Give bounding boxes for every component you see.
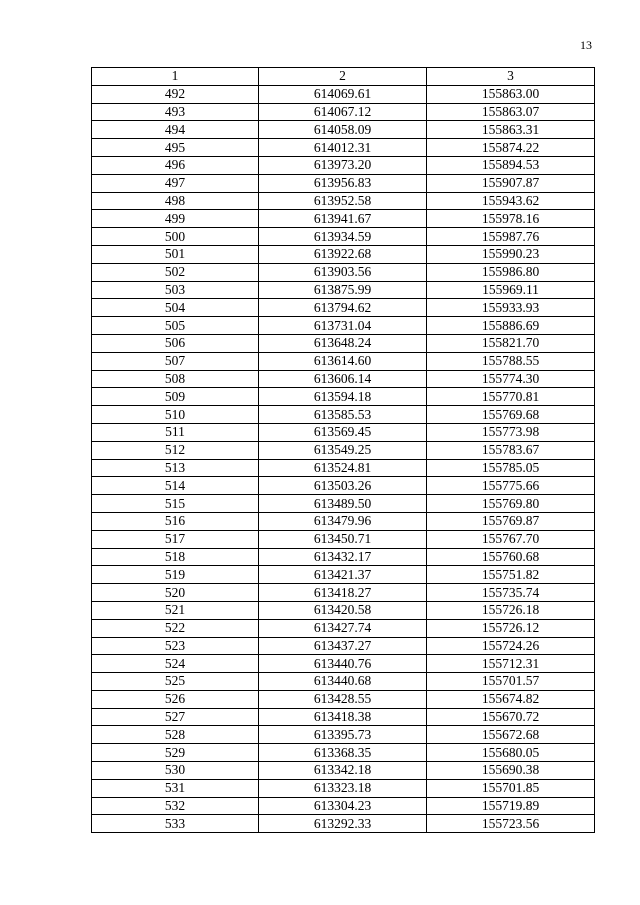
y-coordinate-cell: 155767.70 <box>427 530 595 548</box>
x-coordinate-cell: 613420.58 <box>259 601 427 619</box>
y-coordinate-cell: 155701.57 <box>427 673 595 691</box>
point-number-cell: 516 <box>92 512 259 530</box>
x-coordinate-cell: 613421.37 <box>259 566 427 584</box>
point-number-cell: 525 <box>92 673 259 691</box>
table-row <box>92 139 595 157</box>
point-number-cell: 529 <box>92 744 259 762</box>
x-coordinate-cell: 613323.18 <box>259 779 427 797</box>
x-coordinate-cell: 614058.09 <box>259 121 427 139</box>
table-row <box>92 299 595 317</box>
point-number-cell: 519 <box>92 566 259 584</box>
y-coordinate-cell: 155863.07 <box>427 103 595 121</box>
table-row <box>92 619 595 637</box>
y-coordinate-cell: 155769.80 <box>427 495 595 513</box>
y-coordinate-cell: 155894.53 <box>427 156 595 174</box>
table-row <box>92 388 595 406</box>
y-coordinate-cell: 155769.87 <box>427 512 595 530</box>
x-coordinate-cell: 613503.26 <box>259 477 427 495</box>
table-row <box>92 637 595 655</box>
header-cell-3: 3 <box>427 68 595 86</box>
point-number-cell: 532 <box>92 797 259 815</box>
header-row <box>92 68 595 86</box>
y-coordinate-cell: 155788.55 <box>427 352 595 370</box>
table-row <box>92 762 595 780</box>
table-row <box>92 708 595 726</box>
table-row <box>92 334 595 352</box>
y-coordinate-cell: 155969.11 <box>427 281 595 299</box>
point-number-cell: 513 <box>92 459 259 477</box>
point-number-cell: 518 <box>92 548 259 566</box>
point-number-cell: 509 <box>92 388 259 406</box>
x-coordinate-cell: 613432.17 <box>259 548 427 566</box>
point-number-cell: 510 <box>92 406 259 424</box>
point-number-cell: 501 <box>92 245 259 263</box>
table-row <box>92 797 595 815</box>
y-coordinate-cell: 155933.93 <box>427 299 595 317</box>
x-coordinate-cell: 614067.12 <box>259 103 427 121</box>
x-coordinate-cell: 613292.33 <box>259 815 427 833</box>
y-coordinate-cell: 155978.16 <box>427 210 595 228</box>
y-coordinate-cell: 155726.12 <box>427 619 595 637</box>
table-row <box>92 121 595 139</box>
table-row <box>92 281 595 299</box>
point-number-cell: 527 <box>92 708 259 726</box>
table-row <box>92 779 595 797</box>
y-coordinate-cell: 155775.66 <box>427 477 595 495</box>
point-number-cell: 533 <box>92 815 259 833</box>
table-row <box>92 512 595 530</box>
y-coordinate-cell: 155773.98 <box>427 423 595 441</box>
table-row <box>92 370 595 388</box>
y-coordinate-cell: 155674.82 <box>427 690 595 708</box>
table-row <box>92 210 595 228</box>
table-row <box>92 655 595 673</box>
x-coordinate-cell: 613903.56 <box>259 263 427 281</box>
table-row <box>92 245 595 263</box>
y-coordinate-cell: 155863.31 <box>427 121 595 139</box>
y-coordinate-cell: 155783.67 <box>427 441 595 459</box>
header-cell-2: 2 <box>259 68 427 86</box>
point-number-cell: 506 <box>92 334 259 352</box>
y-coordinate-cell: 155863.00 <box>427 85 595 103</box>
table-row <box>92 317 595 335</box>
x-coordinate-cell: 613875.99 <box>259 281 427 299</box>
point-number-cell: 523 <box>92 637 259 655</box>
y-coordinate-cell: 155724.26 <box>427 637 595 655</box>
point-number-cell: 492 <box>92 85 259 103</box>
table-row <box>92 726 595 744</box>
x-coordinate-cell: 613304.23 <box>259 797 427 815</box>
x-coordinate-cell: 613973.20 <box>259 156 427 174</box>
point-number-cell: 508 <box>92 370 259 388</box>
point-number-cell: 520 <box>92 584 259 602</box>
point-number-cell: 507 <box>92 352 259 370</box>
y-coordinate-cell: 155672.68 <box>427 726 595 744</box>
x-coordinate-cell: 613731.04 <box>259 317 427 335</box>
table-row <box>92 459 595 477</box>
y-coordinate-cell: 155874.22 <box>427 139 595 157</box>
y-coordinate-cell: 155769.68 <box>427 406 595 424</box>
point-number-cell: 528 <box>92 726 259 744</box>
point-number-cell: 497 <box>92 174 259 192</box>
y-coordinate-cell: 155774.30 <box>427 370 595 388</box>
point-number-cell: 498 <box>92 192 259 210</box>
x-coordinate-cell: 613956.83 <box>259 174 427 192</box>
x-coordinate-cell: 613489.50 <box>259 495 427 513</box>
y-coordinate-cell: 155943.62 <box>427 192 595 210</box>
x-coordinate-cell: 613934.59 <box>259 228 427 246</box>
x-coordinate-cell: 614012.31 <box>259 139 427 157</box>
y-coordinate-cell: 155785.05 <box>427 459 595 477</box>
x-coordinate-cell: 613594.18 <box>259 388 427 406</box>
x-coordinate-cell: 613524.81 <box>259 459 427 477</box>
table-row <box>92 815 595 833</box>
x-coordinate-cell: 613479.96 <box>259 512 427 530</box>
x-coordinate-cell: 613922.68 <box>259 245 427 263</box>
y-coordinate-cell: 155907.87 <box>427 174 595 192</box>
x-coordinate-cell: 613427.74 <box>259 619 427 637</box>
x-coordinate-cell: 613794.62 <box>259 299 427 317</box>
x-coordinate-cell: 613440.68 <box>259 673 427 691</box>
y-coordinate-cell: 155987.76 <box>427 228 595 246</box>
x-coordinate-cell: 613342.18 <box>259 762 427 780</box>
table-row <box>92 441 595 459</box>
table-row <box>92 744 595 762</box>
x-coordinate-cell: 613418.27 <box>259 584 427 602</box>
x-coordinate-cell: 613437.27 <box>259 637 427 655</box>
x-coordinate-cell: 613428.55 <box>259 690 427 708</box>
table-row <box>92 673 595 691</box>
point-number-cell: 517 <box>92 530 259 548</box>
table-row <box>92 156 595 174</box>
table-row <box>92 263 595 281</box>
point-number-cell: 514 <box>92 477 259 495</box>
table-row <box>92 584 595 602</box>
point-number-cell: 499 <box>92 210 259 228</box>
x-coordinate-cell: 613418.38 <box>259 708 427 726</box>
y-coordinate-cell: 155735.74 <box>427 584 595 602</box>
point-number-cell: 511 <box>92 423 259 441</box>
y-coordinate-cell: 155760.68 <box>427 548 595 566</box>
y-coordinate-cell: 155821.70 <box>427 334 595 352</box>
point-number-cell: 521 <box>92 601 259 619</box>
coordinates-table <box>91 67 595 833</box>
x-coordinate-cell: 613368.35 <box>259 744 427 762</box>
table-row <box>92 352 595 370</box>
point-number-cell: 500 <box>92 228 259 246</box>
page-number: 13 <box>580 38 592 52</box>
table-row <box>92 174 595 192</box>
table-row <box>92 601 595 619</box>
table-row <box>92 85 595 103</box>
table-row <box>92 406 595 424</box>
y-coordinate-cell: 155701.85 <box>427 779 595 797</box>
table-row <box>92 423 595 441</box>
point-number-cell: 494 <box>92 121 259 139</box>
y-coordinate-cell: 155680.05 <box>427 744 595 762</box>
x-coordinate-cell: 613648.24 <box>259 334 427 352</box>
x-coordinate-cell: 613450.71 <box>259 530 427 548</box>
x-coordinate-cell: 613440.76 <box>259 655 427 673</box>
table-row <box>92 103 595 121</box>
y-coordinate-cell: 155712.31 <box>427 655 595 673</box>
y-coordinate-cell: 155726.18 <box>427 601 595 619</box>
y-coordinate-cell: 155723.56 <box>427 815 595 833</box>
point-number-cell: 522 <box>92 619 259 637</box>
table-row <box>92 566 595 584</box>
table-row <box>92 192 595 210</box>
point-number-cell: 495 <box>92 139 259 157</box>
x-coordinate-cell: 613952.58 <box>259 192 427 210</box>
point-number-cell: 526 <box>92 690 259 708</box>
table-header <box>92 68 595 86</box>
y-coordinate-cell: 155986.80 <box>427 263 595 281</box>
y-coordinate-cell: 155670.72 <box>427 708 595 726</box>
y-coordinate-cell: 155770.81 <box>427 388 595 406</box>
x-coordinate-cell: 613585.53 <box>259 406 427 424</box>
x-coordinate-cell: 613549.25 <box>259 441 427 459</box>
table-row <box>92 690 595 708</box>
point-number-cell: 505 <box>92 317 259 335</box>
table-row <box>92 477 595 495</box>
x-coordinate-cell: 613614.60 <box>259 352 427 370</box>
y-coordinate-cell: 155886.69 <box>427 317 595 335</box>
table-row <box>92 495 595 513</box>
table-row <box>92 228 595 246</box>
point-number-cell: 515 <box>92 495 259 513</box>
point-number-cell: 496 <box>92 156 259 174</box>
point-number-cell: 531 <box>92 779 259 797</box>
y-coordinate-cell: 155751.82 <box>427 566 595 584</box>
point-number-cell: 512 <box>92 441 259 459</box>
x-coordinate-cell: 613941.67 <box>259 210 427 228</box>
table-body <box>92 85 595 832</box>
y-coordinate-cell: 155990.23 <box>427 245 595 263</box>
point-number-cell: 524 <box>92 655 259 673</box>
x-coordinate-cell: 614069.61 <box>259 85 427 103</box>
point-number-cell: 504 <box>92 299 259 317</box>
x-coordinate-cell: 613606.14 <box>259 370 427 388</box>
table-row <box>92 530 595 548</box>
y-coordinate-cell: 155690.38 <box>427 762 595 780</box>
point-number-cell: 530 <box>92 762 259 780</box>
y-coordinate-cell: 155719.89 <box>427 797 595 815</box>
table-row <box>92 548 595 566</box>
point-number-cell: 493 <box>92 103 259 121</box>
header-cell-1: 1 <box>92 68 259 86</box>
x-coordinate-cell: 613569.45 <box>259 423 427 441</box>
point-number-cell: 502 <box>92 263 259 281</box>
point-number-cell: 503 <box>92 281 259 299</box>
x-coordinate-cell: 613395.73 <box>259 726 427 744</box>
